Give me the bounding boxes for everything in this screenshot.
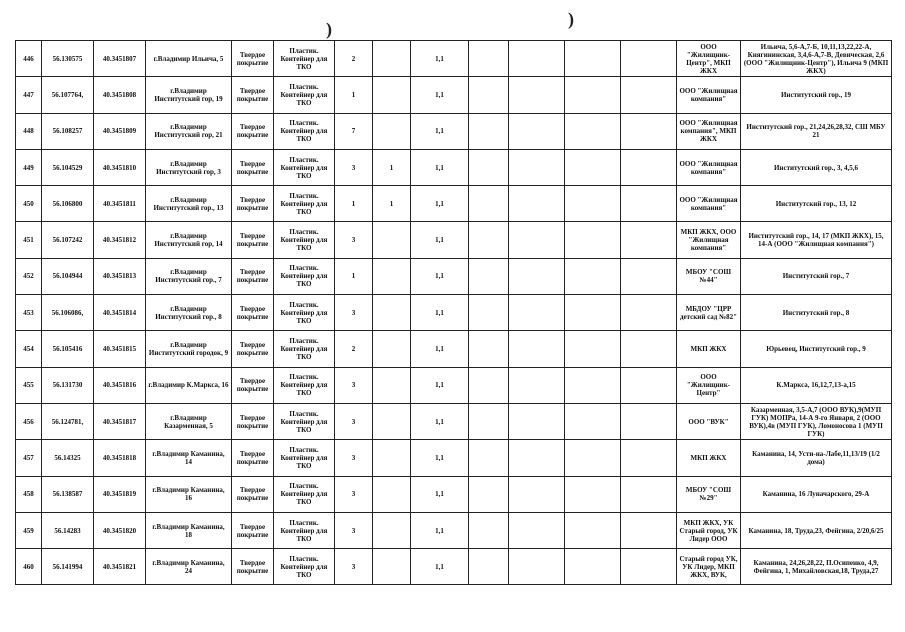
surface-type-cell: Твердое покрытие <box>232 186 274 222</box>
scan-mark-left: ) <box>326 19 332 39</box>
container-count-cell: 2 <box>335 331 373 367</box>
table-row <box>16 113 892 149</box>
site-owner-cell: ООО "Жилищник-Центр", МКП ЖКХ <box>677 41 741 77</box>
empty-cell-cell <box>469 367 509 403</box>
row-number-cell: 449 <box>16 149 42 185</box>
empty-cell-cell <box>565 186 621 222</box>
empty-cell-cell <box>509 149 565 185</box>
surface-type-cell: Твердое покрытие <box>232 41 274 77</box>
longitude-cell: 40.3451821 <box>94 549 146 585</box>
surface-type-cell: Твердое покрытие <box>232 549 274 585</box>
waste-sources-cell: Юрьевец, Институтский гор., 9 <box>741 331 892 367</box>
extra-container-count-cell <box>373 113 411 149</box>
empty-cell-cell <box>565 77 621 113</box>
empty-cell-cell <box>469 222 509 258</box>
empty-cell-cell <box>469 41 509 77</box>
table-row <box>16 512 892 548</box>
site-address-cell: г.Владимир Казарменная, 5 <box>146 403 232 439</box>
extra-container-count-cell <box>373 41 411 77</box>
site-owner-cell: ООО "Жилищная компания", МКП ЖКХ <box>677 113 741 149</box>
empty-cell-cell <box>509 258 565 294</box>
latitude-cell: 56.104529 <box>42 149 94 185</box>
container-volume-cell: 1,1 <box>411 403 469 439</box>
site-address-cell: г.Владимир Каманина, 16 <box>146 476 232 512</box>
empty-cell-cell <box>469 512 509 548</box>
empty-cell-cell <box>509 113 565 149</box>
latitude-cell: 56.131730 <box>42 367 94 403</box>
empty-cell-cell <box>621 41 677 77</box>
site-address-cell: г.Владимир Институтский гор., 7 <box>146 258 232 294</box>
empty-cell-cell <box>621 77 677 113</box>
longitude-cell: 40.3451809 <box>94 113 146 149</box>
site-owner-cell: МКП ЖКХ <box>677 331 741 367</box>
container-volume-cell: 1,1 <box>411 149 469 185</box>
empty-cell-cell <box>469 476 509 512</box>
empty-cell-cell <box>469 549 509 585</box>
row-number-cell: 450 <box>16 186 42 222</box>
container-count-cell: 3 <box>335 222 373 258</box>
extra-container-count-cell: 1 <box>373 186 411 222</box>
container-type-cell: Пластик. Контейнер для ТКО <box>274 149 335 185</box>
surface-type-cell: Твердое покрытие <box>232 113 274 149</box>
empty-cell-cell <box>621 476 677 512</box>
registry-rows <box>16 41 892 585</box>
site-owner-cell: МБОУ "СОШ №29" <box>677 476 741 512</box>
empty-cell-cell <box>469 77 509 113</box>
site-address-cell: г.Владимир Институтский гор., 8 <box>146 295 232 331</box>
container-count-cell: 7 <box>335 113 373 149</box>
waste-sources-cell: Каманина, 14, Усти-на-Лабе,11,13/19 (1/2 дома) <box>741 440 892 476</box>
empty-cell-cell <box>621 331 677 367</box>
waste-sources-cell: Каманина, 18, Труда,23, Фейгина, 2/20,6/25 <box>741 512 892 548</box>
surface-type-cell: Твердое покрытие <box>232 149 274 185</box>
waste-container-registry-table <box>15 40 892 585</box>
latitude-cell: 56.14283 <box>42 512 94 548</box>
longitude-cell: 40.3451819 <box>94 476 146 512</box>
container-type-cell: Пластик. Контейнер для ТКО <box>274 512 335 548</box>
longitude-cell: 40.3451818 <box>94 440 146 476</box>
empty-cell-cell <box>621 113 677 149</box>
container-count-cell: 3 <box>335 367 373 403</box>
container-volume-cell: 1,1 <box>411 549 469 585</box>
container-type-cell: Пластик. Контейнер для ТКО <box>274 222 335 258</box>
site-owner-cell: ООО "ВУК" <box>677 403 741 439</box>
empty-cell-cell <box>509 295 565 331</box>
empty-cell-cell <box>509 476 565 512</box>
container-volume-cell: 1,1 <box>411 476 469 512</box>
longitude-cell: 40.3451811 <box>94 186 146 222</box>
site-owner-cell: ООО "Жилищная компания" <box>677 149 741 185</box>
row-number-cell: 448 <box>16 113 42 149</box>
empty-cell-cell <box>565 258 621 294</box>
empty-cell-cell <box>509 222 565 258</box>
extra-container-count-cell <box>373 476 411 512</box>
row-number-cell: 457 <box>16 440 42 476</box>
container-volume-cell: 1,1 <box>411 222 469 258</box>
extra-container-count-cell <box>373 295 411 331</box>
waste-sources-cell: Ильича, 5,6-А,7-Б, 10,11,13,22,22-А, Княгининская, 3,4,6-А,7-В, Девическая, 2,6 (ООО "Жилищник-Центр"), Ильича 9 (МКП ЖКХ) <box>741 41 892 77</box>
container-type-cell: Пластик. Контейнер для ТКО <box>274 77 335 113</box>
surface-type-cell: Твердое покрытие <box>232 295 274 331</box>
empty-cell-cell <box>621 549 677 585</box>
empty-cell-cell <box>509 440 565 476</box>
container-type-cell: Пластик. Контейнер для ТКО <box>274 186 335 222</box>
empty-cell-cell <box>469 403 509 439</box>
site-address-cell: г.Владимир Институтский городок, 9 <box>146 331 232 367</box>
site-address-cell: г.Владимир Институтский гор., 13 <box>146 186 232 222</box>
surface-type-cell: Твердое покрытие <box>232 403 274 439</box>
empty-cell-cell <box>509 549 565 585</box>
container-volume-cell: 1,1 <box>411 186 469 222</box>
table-row <box>16 149 892 185</box>
latitude-cell: 56.106800 <box>42 186 94 222</box>
container-volume-cell: 1,1 <box>411 41 469 77</box>
row-number-cell: 456 <box>16 403 42 439</box>
scan-mark-right: ) <box>568 9 574 29</box>
longitude-cell: 40.3451812 <box>94 222 146 258</box>
extra-container-count-cell <box>373 222 411 258</box>
empty-cell-cell <box>621 149 677 185</box>
latitude-cell: 56.141994 <box>42 549 94 585</box>
latitude-cell: 56.104944 <box>42 258 94 294</box>
row-number-cell: 453 <box>16 295 42 331</box>
table-row <box>16 403 892 439</box>
container-volume-cell: 1,1 <box>411 367 469 403</box>
table-row <box>16 295 892 331</box>
table-row <box>16 367 892 403</box>
container-volume-cell: 1,1 <box>411 440 469 476</box>
container-type-cell: Пластик. Контейнер для ТКО <box>274 295 335 331</box>
extra-container-count-cell <box>373 440 411 476</box>
container-count-cell: 2 <box>335 41 373 77</box>
empty-cell-cell <box>565 331 621 367</box>
container-volume-cell: 1,1 <box>411 258 469 294</box>
site-address-cell: г.Владимир К.Маркса, 16 <box>146 367 232 403</box>
extra-container-count-cell <box>373 549 411 585</box>
longitude-cell: 40.3451810 <box>94 149 146 185</box>
site-owner-cell: МКП ЖКХ, ООО "Жилищная компания" <box>677 222 741 258</box>
empty-cell-cell <box>621 186 677 222</box>
table-row <box>16 186 892 222</box>
container-type-cell: Пластик. Контейнер для ТКО <box>274 367 335 403</box>
empty-cell-cell <box>509 367 565 403</box>
empty-cell-cell <box>621 403 677 439</box>
longitude-cell: 40.3451813 <box>94 258 146 294</box>
table-row <box>16 41 892 77</box>
row-number-cell: 459 <box>16 512 42 548</box>
site-owner-cell: МБОУ "СОШ №44" <box>677 258 741 294</box>
empty-cell-cell <box>469 186 509 222</box>
container-count-cell: 1 <box>335 186 373 222</box>
empty-cell-cell <box>621 295 677 331</box>
latitude-cell: 56.124781, <box>42 403 94 439</box>
container-volume-cell: 1,1 <box>411 77 469 113</box>
extra-container-count-cell: 1 <box>373 149 411 185</box>
empty-cell-cell <box>565 367 621 403</box>
longitude-cell: 40.3451815 <box>94 331 146 367</box>
empty-cell-cell <box>509 41 565 77</box>
empty-cell-cell <box>509 331 565 367</box>
empty-cell-cell <box>469 331 509 367</box>
waste-sources-cell: Институтский гор., 3, 4,5,6 <box>741 149 892 185</box>
waste-sources-cell: Каманина, 24,26,28,22, П.Осипенко, 4,9, Фейгина, 1, Михайловская,18, Труда,27 <box>741 549 892 585</box>
waste-sources-cell: Институтский гор., 8 <box>741 295 892 331</box>
container-count-cell: 3 <box>335 149 373 185</box>
site-owner-cell: Старый город УК, УК Лидер, МКП ЖКХ, ВУК, <box>677 549 741 585</box>
latitude-cell: 56.106086, <box>42 295 94 331</box>
container-type-cell: Пластик. Контейнер для ТКО <box>274 403 335 439</box>
surface-type-cell: Твердое покрытие <box>232 77 274 113</box>
waste-sources-cell: Институтский гор., 7 <box>741 258 892 294</box>
surface-type-cell: Твердое покрытие <box>232 476 274 512</box>
latitude-cell: 56.107242 <box>42 222 94 258</box>
surface-type-cell: Твердое покрытие <box>232 367 274 403</box>
container-type-cell: Пластик. Контейнер для ТКО <box>274 331 335 367</box>
waste-sources-cell: Казарменная, 3,5-А,7 (ООО ВУК),9(МУП ГУК) МОПРа, 14-А 9-го Января, 2 (ООО ВУК),4в (МУП ГУК), Ломоносова 1 (МУП ГУК) <box>741 403 892 439</box>
waste-sources-cell: Институтский гор., 14, 17 (МКП ЖКХ), 15, 14-А (ООО "Жилищная компания") <box>741 222 892 258</box>
longitude-cell: 40.3451816 <box>94 367 146 403</box>
surface-type-cell: Твердое покрытие <box>232 331 274 367</box>
empty-cell-cell <box>565 476 621 512</box>
container-volume-cell: 1,1 <box>411 295 469 331</box>
empty-cell-cell <box>469 295 509 331</box>
container-count-cell: 3 <box>335 512 373 548</box>
container-count-cell: 1 <box>335 258 373 294</box>
container-type-cell: Пластик. Контейнер для ТКО <box>274 549 335 585</box>
surface-type-cell: Твердое покрытие <box>232 440 274 476</box>
site-owner-cell: МКП ЖКХ <box>677 440 741 476</box>
longitude-cell: 40.3451820 <box>94 512 146 548</box>
empty-cell-cell <box>565 113 621 149</box>
site-address-cell: г.Владимир Институтский гор, 19 <box>146 77 232 113</box>
latitude-cell: 56.14325 <box>42 440 94 476</box>
container-count-cell: 3 <box>335 403 373 439</box>
empty-cell-cell <box>565 549 621 585</box>
longitude-cell: 40.3451814 <box>94 295 146 331</box>
row-number-cell: 454 <box>16 331 42 367</box>
container-type-cell: Пластик. Контейнер для ТКО <box>274 113 335 149</box>
container-count-cell: 3 <box>335 440 373 476</box>
empty-cell-cell <box>565 149 621 185</box>
surface-type-cell: Твердое покрытие <box>232 222 274 258</box>
empty-cell-cell <box>621 512 677 548</box>
table-row <box>16 440 892 476</box>
container-count-cell: 1 <box>335 77 373 113</box>
container-type-cell: Пластик. Контейнер для ТКО <box>274 440 335 476</box>
table-row <box>16 331 892 367</box>
empty-cell-cell <box>621 367 677 403</box>
empty-cell-cell <box>565 440 621 476</box>
table-row <box>16 222 892 258</box>
row-number-cell: 451 <box>16 222 42 258</box>
longitude-cell: 40.3451807 <box>94 41 146 77</box>
extra-container-count-cell <box>373 512 411 548</box>
surface-type-cell: Твердое покрытие <box>232 258 274 294</box>
table-row <box>16 77 892 113</box>
empty-cell-cell <box>469 149 509 185</box>
table-row <box>16 476 892 512</box>
empty-cell-cell <box>565 403 621 439</box>
waste-sources-cell: Каманина, 16 Луначарского, 29-А <box>741 476 892 512</box>
row-number-cell: 455 <box>16 367 42 403</box>
longitude-cell: 40.3451808 <box>94 77 146 113</box>
empty-cell-cell <box>469 113 509 149</box>
site-address-cell: г.Владимир Институтский гор, 3 <box>146 149 232 185</box>
empty-cell-cell <box>509 77 565 113</box>
waste-sources-cell: Институтский гор., 13, 12 <box>741 186 892 222</box>
site-address-cell: г.Владимир Институтский гор, 14 <box>146 222 232 258</box>
empty-cell-cell <box>621 258 677 294</box>
site-address-cell: г.Владимир Ильича, 5 <box>146 41 232 77</box>
row-number-cell: 452 <box>16 258 42 294</box>
container-type-cell: Пластик. Контейнер для ТКО <box>274 258 335 294</box>
site-address-cell: г.Владимир Каманина, 14 <box>146 440 232 476</box>
empty-cell-cell <box>509 186 565 222</box>
empty-cell-cell <box>565 41 621 77</box>
latitude-cell: 56.108257 <box>42 113 94 149</box>
extra-container-count-cell <box>373 403 411 439</box>
site-address-cell: г.Владимир Каманина, 24 <box>146 549 232 585</box>
empty-cell-cell <box>469 258 509 294</box>
latitude-cell: 56.105416 <box>42 331 94 367</box>
table-row <box>16 549 892 585</box>
row-number-cell: 460 <box>16 549 42 585</box>
empty-cell-cell <box>565 295 621 331</box>
empty-cell-cell <box>509 512 565 548</box>
waste-sources-cell: Институтский гор., 19 <box>741 77 892 113</box>
latitude-cell: 56.130575 <box>42 41 94 77</box>
waste-sources-cell: К.Маркса, 16,12,7,13-а,15 <box>741 367 892 403</box>
longitude-cell: 40.3451817 <box>94 403 146 439</box>
site-address-cell: г.Владимир Институтский гор, 21 <box>146 113 232 149</box>
row-number-cell: 447 <box>16 77 42 113</box>
container-type-cell: Пластик. Контейнер для ТКО <box>274 476 335 512</box>
latitude-cell: 56.138587 <box>42 476 94 512</box>
empty-cell-cell <box>509 403 565 439</box>
extra-container-count-cell <box>373 77 411 113</box>
site-owner-cell: ООО "Жилищник-Центр" <box>677 367 741 403</box>
latitude-cell: 56.107764, <box>42 77 94 113</box>
empty-cell-cell <box>621 440 677 476</box>
empty-cell-cell <box>565 512 621 548</box>
container-count-cell: 3 <box>335 549 373 585</box>
row-number-cell: 446 <box>16 41 42 77</box>
empty-cell-cell <box>621 222 677 258</box>
container-count-cell: 3 <box>335 476 373 512</box>
container-volume-cell: 1,1 <box>411 512 469 548</box>
container-type-cell: Пластик. Контейнер для ТКО <box>274 41 335 77</box>
site-owner-cell: ООО "Жилищная компания" <box>677 77 741 113</box>
extra-container-count-cell <box>373 331 411 367</box>
row-number-cell: 458 <box>16 476 42 512</box>
empty-cell-cell <box>565 222 621 258</box>
container-count-cell: 3 <box>335 295 373 331</box>
site-owner-cell: ООО "Жилищная компания" <box>677 186 741 222</box>
container-volume-cell: 1,1 <box>411 113 469 149</box>
site-address-cell: г.Владимир Каманина, 18 <box>146 512 232 548</box>
site-owner-cell: МБДОУ "ЦРР детский сад №82" <box>677 295 741 331</box>
extra-container-count-cell <box>373 367 411 403</box>
surface-type-cell: Твердое покрытие <box>232 512 274 548</box>
extra-container-count-cell <box>373 258 411 294</box>
waste-sources-cell: Институтский гор., 21,24,26,28,32, СШ МБУ 21 <box>741 113 892 149</box>
site-owner-cell: МКП ЖКХ, УК Старый город, УК Лидер ООО <box>677 512 741 548</box>
table-row <box>16 258 892 294</box>
container-volume-cell: 1,1 <box>411 331 469 367</box>
empty-cell-cell <box>469 440 509 476</box>
